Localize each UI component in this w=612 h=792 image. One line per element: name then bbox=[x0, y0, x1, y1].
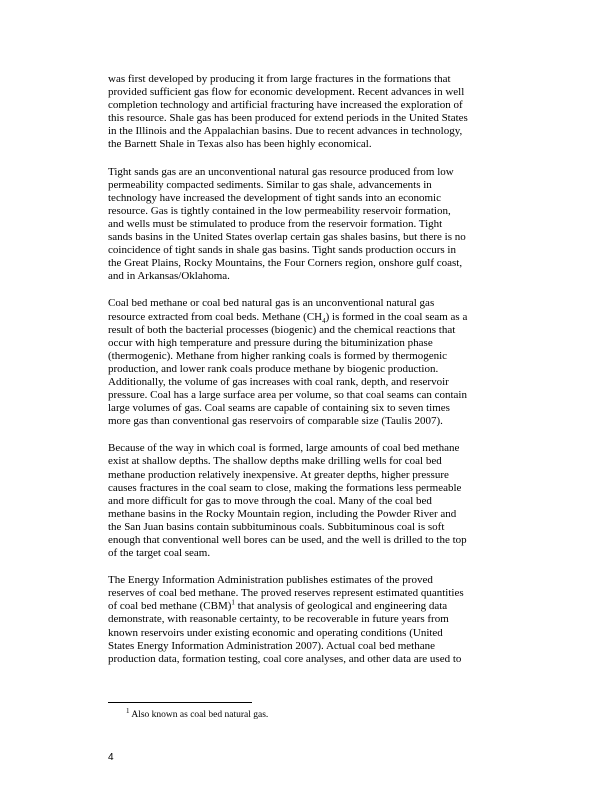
text-line: methane basins in the Rocky Mountain region, including the Powder River and bbox=[108, 507, 457, 520]
text-line: of the target coal seam. bbox=[108, 547, 211, 560]
paragraph-tight-sands bbox=[108, 166, 510, 284]
text-line: resource. Gas is tightly contained in the low permeability reservoir formation, bbox=[108, 204, 451, 217]
text-line: production data, formation testing, coal core analyses, and other data are used to bbox=[108, 652, 462, 665]
text-line: pressure. Coal has a large surface area per volume, so that coal seams can contain bbox=[108, 389, 467, 402]
text-line: known reservoirs under existing economic and operating conditions (United bbox=[108, 626, 443, 639]
text-line: in the Illinois and the Appalachian basins. Due to recent advances in technology, bbox=[108, 125, 463, 138]
text-line: and in Arkansas/Oklahoma. bbox=[108, 270, 230, 283]
text-line: (thermogenic). Methane from higher ranking coals is formed by thermogenic bbox=[108, 349, 448, 362]
text-line: sands basins in the United States overlap certain gas shales basins, but there is no bbox=[108, 231, 466, 244]
footnote-text: Also known as coal bed natural gas. bbox=[129, 710, 269, 720]
text-line: reserves of coal bed methane. The proved reserves represent estimated quantities bbox=[108, 587, 464, 600]
text-line: the Great Plains, Rocky Mountains, the Four Corners region, onshore gulf coast, bbox=[108, 257, 463, 270]
cbm-line-end: that analysis of geological and engineering data bbox=[234, 600, 448, 613]
text-line: exist at shallow depths. The shallow depths make drilling wells for coal bed bbox=[108, 455, 442, 468]
text-line: the San Juan basins contain subbituminous coals. Subbituminous coal is soft bbox=[108, 520, 445, 533]
text-line: methane production relatively inexpensive. At greater depths, higher pressure bbox=[108, 468, 449, 481]
text-line: large volumes of gas. Coal seams are capable of containing six to seven times bbox=[108, 402, 450, 415]
footnote-marker: 1 bbox=[126, 706, 130, 715]
text-line: States Energy Information Administration 2007). Actual coal bed methane bbox=[108, 639, 435, 652]
text-line: production, and lower rank coals produce methane by biogenic production. bbox=[108, 362, 439, 375]
body-text bbox=[108, 73, 510, 680]
text-line: this resource. Shale gas has been produced for extend periods in the United States bbox=[108, 112, 468, 125]
text-line-methane-formula bbox=[108, 311, 510, 324]
methane-line-end: ) is formed in the coal seam as a bbox=[325, 310, 468, 323]
text-line: causes fractures in the coal seam to close, making the formations less permeable bbox=[108, 481, 462, 494]
paragraph-coal-bed-methane bbox=[108, 297, 510, 428]
footnote bbox=[126, 706, 269, 721]
page-number: 4 bbox=[108, 752, 114, 763]
text-line: enough that conventional well bores can be used, and the well is drilled to the top bbox=[108, 534, 467, 546]
methane-text: resource extracted from coal beds. Methane (CH bbox=[108, 310, 323, 323]
text-line: provided sufficient gas flow for economic development. Recent advances in well bbox=[108, 86, 465, 99]
paragraph-shallow-depths bbox=[108, 442, 510, 560]
text-line: completion technology and artificial fracturing have increased the exploration of bbox=[108, 99, 463, 112]
footnote-separator bbox=[108, 702, 252, 703]
text-line: occur with high temperature and pressure during the bituminization phase bbox=[108, 336, 433, 349]
text-line: coincidence of tight sands in shale gas basins. Tight sands production occurs in bbox=[108, 244, 456, 257]
text-line: technology have increased the development of tight sands into an economic bbox=[108, 191, 441, 204]
text-line: the Barnett Shale in Texas also has been highly economical. bbox=[108, 138, 372, 151]
cbm-text: of coal bed methane (CBM) bbox=[108, 600, 232, 613]
text-line: Because of the way in which coal is formed, large amounts of coal bed methane bbox=[108, 442, 460, 455]
text-line: was first developed by producing it from large fractures in the formations that bbox=[108, 73, 451, 85]
paragraph-proved-reserves bbox=[108, 574, 510, 666]
text-line: and more difficult for gas to move through the coal. Many of the coal bed bbox=[108, 494, 432, 507]
footnote-reference: 1 bbox=[231, 598, 235, 607]
text-line: The Energy Information Administration publishes estimates of the proved bbox=[108, 574, 433, 587]
text-line: result of both the bacterial processes (biogenic) and the chemical reactions that bbox=[108, 323, 456, 336]
text-line: more gas than conventional gas reservoirs of comparable size (Taulis 2007). bbox=[108, 415, 443, 428]
paragraph-shale-gas bbox=[108, 73, 510, 152]
text-line: and wells must be stimulated to produce from the reservoir formation. Tight bbox=[108, 217, 443, 230]
text-line-cbm-footnote bbox=[108, 600, 510, 613]
text-line: Additionally, the volume of gas increases with coal rank, depth, and reservoir bbox=[108, 375, 449, 388]
text-line: permeability compacted sediments. Similar to gas shale, advancements in bbox=[108, 178, 432, 191]
methane-subscript: 4 bbox=[322, 316, 326, 325]
text-line: demonstrate, with reasonable certainty, to be recoverable in future years from bbox=[108, 613, 449, 626]
text-line: Coal bed methane or coal bed natural gas is an unconventional natural gas bbox=[108, 297, 435, 310]
text-line: Tight sands gas are an unconventional natural gas resource produced from low bbox=[108, 165, 454, 178]
